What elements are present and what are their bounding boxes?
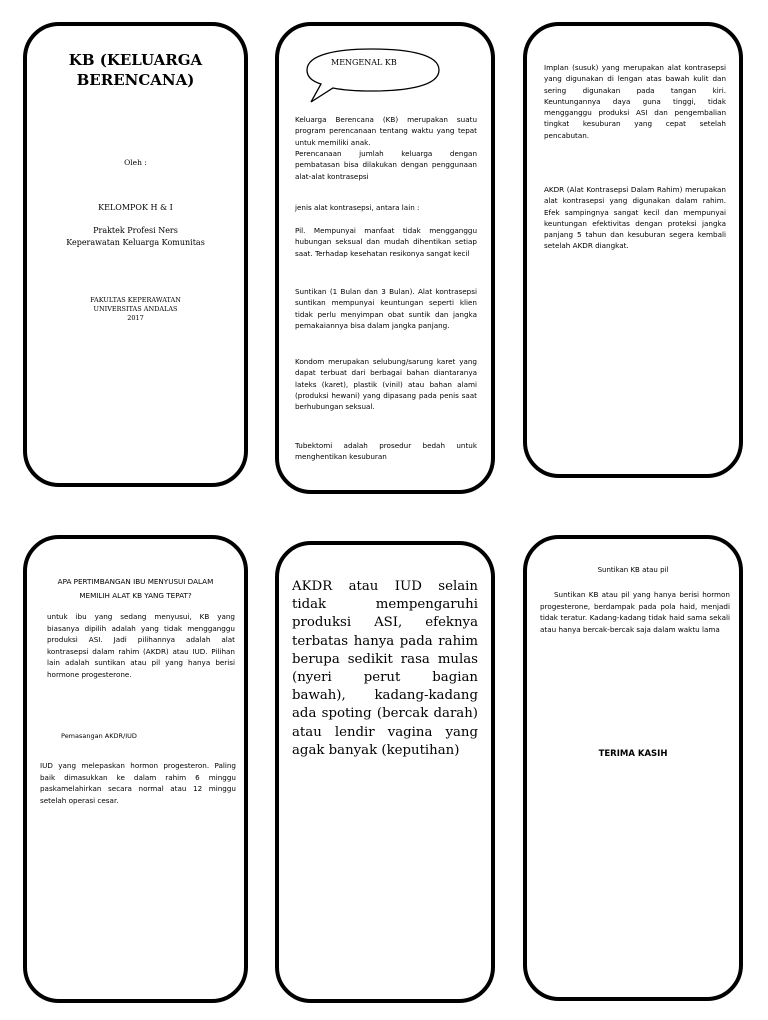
faculty-line-2: UNIVERSITAS ANDALAS bbox=[93, 305, 178, 313]
implant-panel bbox=[523, 22, 743, 478]
thank-you-text: TERIMA KASIH bbox=[598, 749, 668, 759]
breastfeeding-text: untuk ibu yang sedang menyusui, KB yang biasanya dipilih adalah yang tidak mengganggu produksi ASI. Jadi pilihannya adalah alat kontrasepsi dalam rahim (AKDR) atau IUD. Pilihan lain adalah suntikan atau pil yang hanya berisi hormone progesterone. bbox=[47, 612, 235, 679]
implant-text: Implan (susuk) yang merupakan alat kontrasepsi yang digunakan di lengan atas bawah kulit dan sering digunakan pada tangan kiri. Keuntungannya daya guna tinggi, tidak mengganggu produksi ASI dan pengembalian tingkat kesuburan yang cepat setelah pencabutan. bbox=[544, 63, 726, 140]
akdr-effects-panel bbox=[275, 541, 495, 1003]
closing-panel bbox=[523, 535, 743, 1001]
breastfeeding-heading bbox=[37, 575, 234, 602]
faculty-line-1: FAKULTAS KEPERAWATAN bbox=[90, 296, 181, 304]
injection-pill-heading: Suntikan KB atau pil bbox=[597, 566, 669, 574]
injection-pill-text: Suntikan KB atau pil yang hanya berisi hormon progesterone, berdampak pada pola haid, menjadi tidak teratur. Kadang-kadang tidak haid sama sekali atau hanya bercak-bercak saja dalam waktu lama bbox=[540, 590, 730, 634]
akdr-text: AKDR (Alat Kontrasepsi Dalam Rahim) merupakan alat kontrasepsi yang digunakan dalam rahim. Efek sampingnya sangat kecil dan mempunyai keuntungan efektivitas dengan proteksi jangka panjang 5 tahun dan kesuburan segera kembali setelah AKDR diangkat. bbox=[544, 185, 726, 251]
title-line-2: BERENCANA) bbox=[76, 71, 195, 89]
kb-definition: Keluarga Berencana (KB) merupakan suatu program perencanaan tentang waktu yang tepat untuk memiliki anak. bbox=[295, 115, 477, 147]
leaflet-title bbox=[27, 50, 244, 90]
heading-line-2: MEMILIH ALAT KB YANG TEPAT? bbox=[79, 590, 192, 600]
iud-text: IUD yang melepaskan hormon progesteron. Paling baik dimasukkan ke dalam rahim 6 minggu paskamelahirkan secara normal atau 12 minggu setelah operasi cesar. bbox=[40, 761, 236, 805]
oleh-label: Oleh : bbox=[124, 158, 147, 167]
pill-text: Pil. Mempunyai manfaat tidak mengganggu hubungan seksual dan mudah dihentikan setiap saat. Terhadap kesehatan resikonya sangat kecil bbox=[295, 226, 477, 258]
faculty-block bbox=[27, 296, 244, 323]
program-line-2: Keperawatan Keluarga Komunitas bbox=[66, 238, 205, 247]
bubble-title: MENGENAL KB bbox=[331, 58, 397, 67]
title-line-1: KB (KELUARGA bbox=[68, 51, 203, 69]
types-intro: jenis alat kontrasepsi, antara lain : bbox=[295, 203, 420, 212]
group-name: KELOMPOK H & I bbox=[98, 203, 173, 212]
program-line-1: Praktek Profesi Ners bbox=[93, 226, 178, 235]
intro-panel bbox=[275, 22, 495, 494]
tubectomy-text: Tubektomi adalah prosedur bedah untuk menghentikan kesuburan bbox=[295, 441, 477, 462]
injection-text: Suntikan (1 Bulan dan 3 Bulan). Alat kontrasepsi suntikan mempunyai keuntungan seperti klien tidak perlu menyimpan obat suntik dan jangka pemakaiannya bisa dalam jangka panjang. bbox=[295, 287, 477, 330]
speech-bubble-icon bbox=[299, 46, 449, 106]
cover-panel bbox=[23, 22, 248, 487]
faculty-year: 2017 bbox=[127, 314, 144, 322]
heading-line-1: APA PERTIMBANGAN IBU MENYUSUI DALAM bbox=[57, 577, 214, 586]
akdr-effects-text: AKDR atau IUD selain tidak mempengaruhi produksi ASI, efeknya terbatas hanya pada rahim berupa sedikit rasa mulas (nyeri perut bagian bawah), kadang-kadang ada spoting (bercak darah) atau lendir vagina yang agak banyak (keputihan) bbox=[292, 579, 478, 758]
condom-text: Kondom merupakan selubung/sarung karet yang dapat terbuat dari berbagai bahan diantaranya lateks (karet), plastik (vinil) atau bahan alami (produksi hewani) yang dipasang pada penis saat berhubungan seksual. bbox=[295, 357, 477, 412]
iud-subheading: Pemasangan AKDR/IUD bbox=[61, 732, 137, 740]
breastfeeding-panel bbox=[23, 535, 248, 1003]
family-planning-text: Perencanaan jumlah keluarga dengan pembatasan bisa dilakukan dengan penggunaan alat-alat kontrasepsi bbox=[295, 149, 477, 181]
